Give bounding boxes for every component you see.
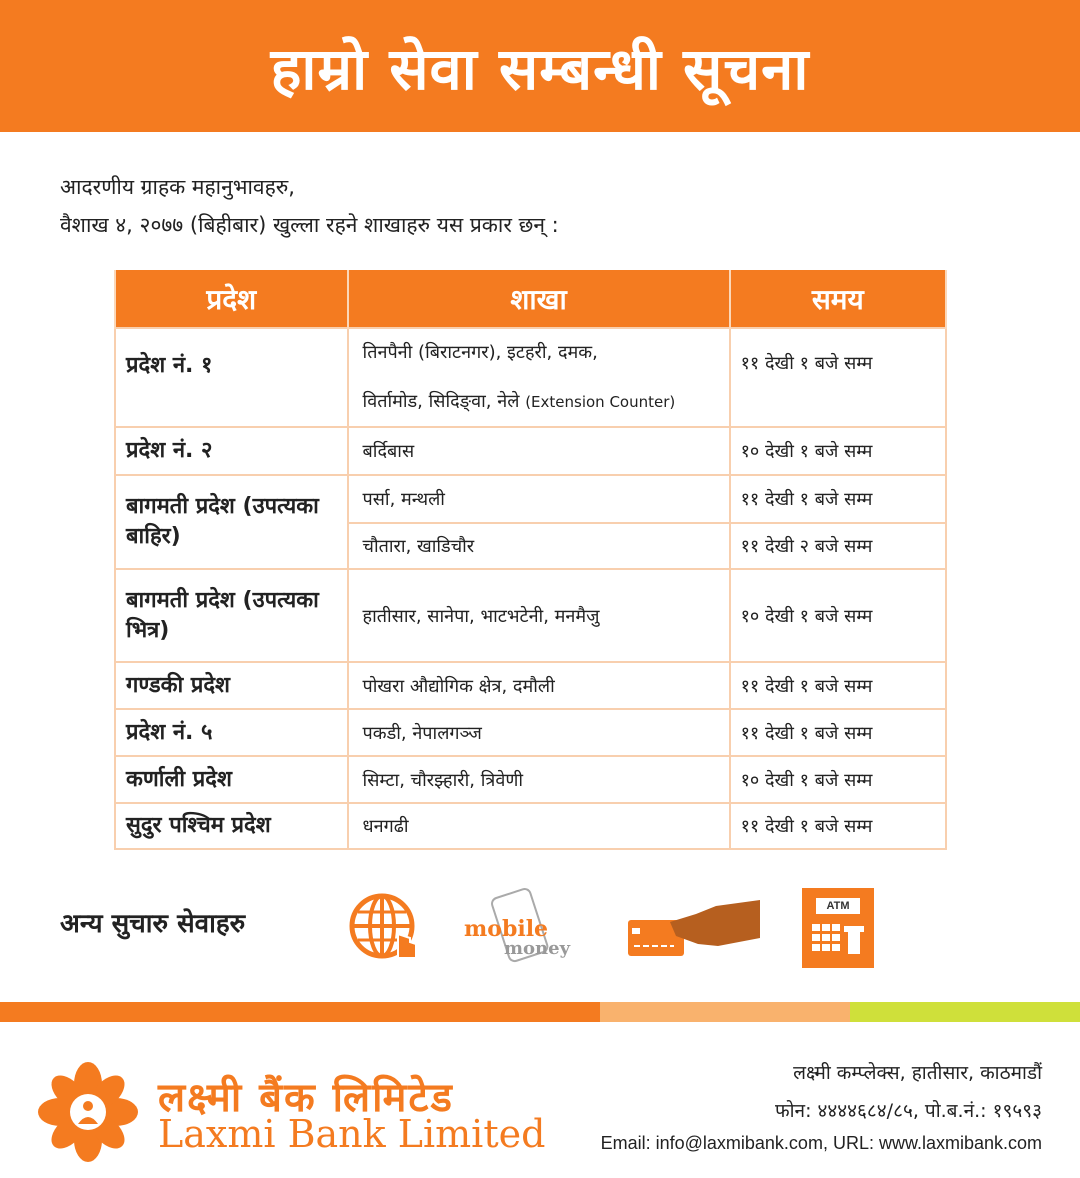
address-text: लक्ष्मी कम्प्लेक्स, हातीसार, काठमाडौं	[793, 1062, 1042, 1084]
branch-cell: सिम्टा, चौरझ्हारी, त्रिवेणी	[348, 756, 730, 803]
province-cell: बागमती प्रदेश (उपत्यका बाहिर)	[115, 475, 348, 569]
footer-stripe-orange	[0, 1002, 600, 1022]
branch-cell: पोखरा औद्योगिक क्षेत्र, दमौली	[348, 662, 730, 709]
time-cell: १० देखी १ बजे सम्म	[730, 756, 946, 803]
bank-name-english: Laxmi Bank Limited	[158, 1112, 546, 1156]
table-row	[115, 475, 946, 523]
branch-cell: धनगढी	[348, 803, 730, 849]
time-cell: ११ देखी १ बजे सम्म	[730, 709, 946, 756]
salutation: आदरणीय ग्राहक महानुभावहरु,	[60, 175, 295, 199]
branch-cell: तिनपैनी (बिराटनगर), इटहरी, दमक,	[348, 328, 730, 375]
money-text: money	[504, 938, 571, 959]
branch-cell: चौतारा, खाडिचौर	[348, 523, 730, 569]
header-province: प्रदेश	[115, 270, 348, 328]
table-row	[115, 328, 946, 375]
title-banner	[0, 0, 1080, 132]
notice-line: वैशाख ४, २०७७ (बिहीबार) खुल्ला रहने शाखाहरु यस प्रकार छन् :	[60, 213, 559, 237]
branch-cell: पर्सा, मन्थली	[348, 475, 730, 523]
time-cell: ११ देखी २ बजे सम्म	[730, 523, 946, 569]
intro-text	[60, 168, 559, 244]
time-cell: १० देखी १ बजे सम्म	[730, 427, 946, 475]
header-time: समय	[730, 270, 946, 328]
page-title: हाम्रो सेवा सम्बन्धी सूचना	[270, 34, 810, 103]
table-row	[115, 756, 946, 803]
services-section	[60, 890, 960, 980]
laxmi-logo-icon	[38, 1062, 138, 1162]
mobile-text: mobile	[464, 916, 549, 942]
footer-stripe-green	[850, 1002, 1080, 1022]
atm-label: ATM	[826, 900, 850, 912]
atm-icon	[802, 888, 874, 972]
card-payment-icon	[626, 896, 762, 970]
time-cell: ११ देखी १ बजे सम्म	[730, 328, 946, 427]
footer-stripe-light	[600, 1002, 850, 1022]
table-header	[115, 270, 946, 328]
branch-table	[114, 270, 947, 850]
address-block	[775, 1054, 1042, 1130]
internet-banking-icon	[346, 890, 426, 974]
branch-cell: हातीसार, सानेपा, भाटभटेनी, मनमैजु	[348, 569, 730, 662]
mobile-money-icon	[464, 886, 594, 976]
table-row	[115, 662, 946, 709]
branch-cell	[348, 375, 730, 427]
contact-text: Email: info@laxmibank.com, URL: www.laxmibank.com	[600, 1133, 1042, 1153]
phone-text: फोन: ४४४४६८४/८५, पो.ब.नं.: १९५९३	[774, 1100, 1042, 1122]
branch-text: विर्तामोड, सिदिङ्वा, नेले	[362, 390, 520, 412]
province-cell: कर्णाली प्रदेश	[115, 756, 348, 803]
time-cell: ११ देखी १ बजे सम्म	[730, 662, 946, 709]
branch-cell: बर्दिबास	[348, 427, 730, 475]
province-cell: प्रदेश नं. १	[115, 328, 348, 427]
province-cell: गण्डकी प्रदेश	[115, 662, 348, 709]
province-cell: सुदुर पश्चिम प्रदेश	[115, 803, 348, 849]
time-cell: ११ देखी १ बजे सम्म	[730, 475, 946, 523]
time-cell: १० देखी १ बजे सम्म	[730, 569, 946, 662]
table-row	[115, 709, 946, 756]
header-branch: शाखा	[348, 270, 730, 328]
bank-name-nepali: लक्ष्मी बैंक लिमिटेड	[158, 1075, 454, 1121]
services-label: अन्य सुचारु सेवाहरु	[60, 909, 246, 939]
table-row	[115, 427, 946, 475]
province-cell: बागमती प्रदेश (उपत्यका भित्र)	[115, 569, 348, 662]
table-row	[115, 569, 946, 662]
branch-cell: पकडी, नेपालगञ्ज	[348, 709, 730, 756]
time-cell: ११ देखी १ बजे सम्म	[730, 803, 946, 849]
extension-counter-note: (Extension Counter)	[525, 392, 676, 411]
province-cell: प्रदेश नं. २	[115, 427, 348, 475]
table-row	[115, 803, 946, 849]
province-cell: प्रदेश नं. ५	[115, 709, 348, 756]
